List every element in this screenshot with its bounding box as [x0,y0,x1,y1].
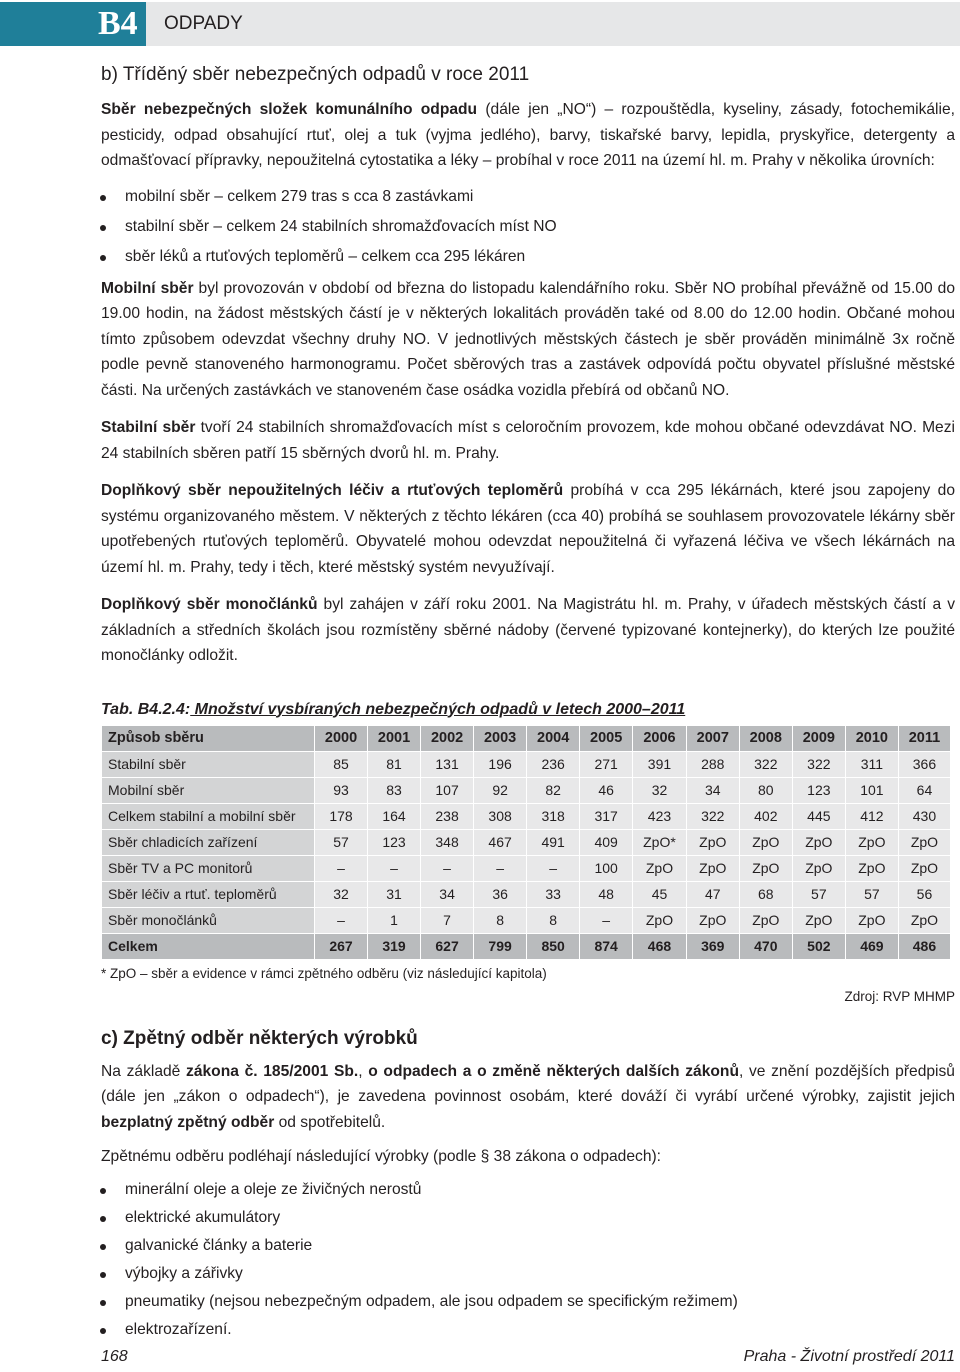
table-cell: – [421,855,474,881]
table-cell: 470 [739,933,792,959]
table-cell: 34 [686,777,739,803]
table-cell: 196 [474,751,527,777]
table-cell: 308 [474,803,527,829]
table-cell: 318 [527,803,580,829]
table-header-cell: 2000 [315,725,368,751]
table-cell: 491 [527,829,580,855]
text-run: probíhá v cca 295 lékárnách, které jsou zapojeny do systému organizovaného městem. V některých z těchto lékáren (cca 40) probíhá se souhlasem provozovatele lékárny sběr upotřebených rtuťových teploměrů. Obyvatelé mohou odevzdat nepoužitelná či vyřazená léčiva ve všech lékárnách na území hl. m. Prahy, tedy i těch, které městský systém nevyužívají. [101,482,955,576]
table-cell: 81 [368,751,421,777]
table-cell: 80 [739,777,792,803]
table-caption-title: Množství vysbíraných nebezpečných odpadů v letech 2000–2011 [190,700,686,718]
table-cell: 36 [474,881,527,907]
table-cell: 469 [845,933,898,959]
table-cell: 317 [580,803,633,829]
table-cell: 502 [792,933,845,959]
table-cell: 322 [792,751,845,777]
table-header-cell: 2002 [421,725,474,751]
table-cell: 348 [421,829,474,855]
table-cell: 468 [633,933,687,959]
table-cell: 1 [368,907,421,933]
table-cell: 423 [633,803,687,829]
table-cell: 874 [580,933,633,959]
table-header-cell: 2003 [474,725,527,751]
table-cell: ZpO [686,829,739,855]
table-cell: – [315,855,368,881]
table-cell: ZpO [739,855,792,881]
table-cell: 64 [898,777,950,803]
bold-text: o odpadech a o změně některých dalších zákonů [368,1062,739,1080]
table-cell: – [527,855,580,881]
table-caption-prefix: Tab. B4.2.4: [101,700,191,718]
chapter-badge: B4 [0,2,146,46]
table-cell: Sběr chladicích zařízení [102,829,315,855]
table-row [102,855,951,881]
page-content [101,62,955,1344]
table-cell: 107 [421,777,474,803]
take-back-products-list [101,1176,955,1344]
table-cell: Celkem stabilní a mobilní sběr [102,803,315,829]
table-cell: ZpO* [633,829,687,855]
text-run: od spotřebitelů. [274,1113,386,1131]
table-cell: 467 [474,829,527,855]
table-row [102,829,951,855]
list-item: galvanické články a baterie [101,1232,955,1260]
bold-text: Doplňkový sběr monočlánků [101,596,318,613]
table-cell: 100 [580,855,633,881]
table-header-cell: 2004 [527,725,580,751]
table-cell: Celkem [102,933,315,959]
table-cell: 92 [474,777,527,803]
mobile-collection-paragraph [101,276,955,404]
section-c-title: c) Zpětný odběr některých výrobků [101,1027,418,1049]
table-cell: 391 [633,751,687,777]
table-cell: ZpO [898,855,950,881]
table-cell: ZpO [792,855,845,881]
medicine-collection-paragraph [101,478,955,580]
text-run: , [358,1062,369,1080]
list-item: mobilní sběr – celkem 279 tras s cca 8 zastávkami [101,182,955,212]
bold-text: Stabilní sběr [101,419,196,436]
table-cell: 319 [368,933,421,959]
table-cell: 366 [898,751,950,777]
list-item: stabilní sběr – celkem 24 stabilních shromažďovacích míst NO [101,212,955,242]
table-cell: Sběr léčiv a rtuť. teploměrů [102,881,315,907]
table-cell: 83 [368,777,421,803]
table-cell: 7 [421,907,474,933]
table-cell: 57 [845,881,898,907]
table-header-cell: 2008 [739,725,792,751]
table-source: Zdroj: RVP MHMP [844,988,955,1004]
table-cell: – [474,855,527,881]
table-cell: 445 [792,803,845,829]
table-cell: 322 [739,751,792,777]
table-cell: 402 [739,803,792,829]
table-cell: ZpO [686,907,739,933]
table-cell: 311 [845,751,898,777]
table-cell: ZpO [898,907,950,933]
table-cell: 412 [845,803,898,829]
table-cell: 85 [315,751,368,777]
table-cell: 57 [315,829,368,855]
text-run: (dále jen „NO“) – rozpouštědla, kyseliny, zásady, fotochemikálie, pesticidy, odpad obsahující rtuť, olej a tuk (vyjma jedlého), barvy, tiskařské barvy, lepidla, pryskyřice, detergenty a odmašťovací přípravky, nepoužitelná cytostatika a léky – probíhal v roce 2011 na území hl. m. Prahy v několika úrovních: [101,101,955,169]
table-cell: Mobilní sběr [102,777,315,803]
table-cell: 369 [686,933,739,959]
list-item: minerální oleje a oleje ze živičných nerostů [101,1176,955,1204]
table-cell: Sběr TV a PC monitorů [102,855,315,881]
table-cell: – [315,907,368,933]
text-run: byl zahájen v září roku 2001. Na Magistrátu hl. m. Prahy, v úřadech městských částí a v základních a středních školách jsou rozmístěny sběrné nádoby (červené typizované kontejnerky), do kterých lze použité monočlánky odložit. [101,596,955,664]
table-cell: 850 [527,933,580,959]
table-cell: 486 [898,933,950,959]
text-run: Na základě [101,1062,187,1080]
table-cell: 31 [368,881,421,907]
table-cell: 33 [527,881,580,907]
table-cell: 34 [421,881,474,907]
section-c-paragraph-2: Zpětnému odběru podléhají následující výrobky (podle § 38 zákona o odpadech): [101,1148,662,1165]
table-cell: 409 [580,829,633,855]
table-cell: ZpO [739,907,792,933]
table-cell: 46 [580,777,633,803]
table-cell: 131 [421,751,474,777]
battery-collection-paragraph [101,592,955,669]
table-cell: ZpO [845,829,898,855]
table-footnote: * ZpO – sběr a evidence v rámci zpětného odběru (viz následující kapitola) [101,965,547,981]
table-cell: 322 [686,803,739,829]
table-cell: 48 [580,881,633,907]
text-run: tvoří 24 stabilních shromažďovacích míst s celoročním provozem, kde mohou občané odevzdávat NO. Mezi 24 stabilních sběren patří 15 sběrných dvorů hl. m. Prahy. [101,419,955,462]
table-cell: 47 [686,881,739,907]
table-cell: 101 [845,777,898,803]
page-header [0,0,960,50]
chapter-title: ODPADY [146,2,960,46]
table-cell: 271 [580,751,633,777]
table-row [102,777,951,803]
table-cell: 56 [898,881,950,907]
table-cell: 178 [315,803,368,829]
table-cell: 32 [633,777,687,803]
table-cell: 57 [792,881,845,907]
table-cell: 288 [686,751,739,777]
list-item: elektrozařízení. [101,1316,955,1344]
table-cell: 8 [527,907,580,933]
table-row [102,803,951,829]
list-item: pneumatiky (nejsou nebezpečným odpadem, ale jsou odpadem se specifickým režimem) [101,1288,955,1316]
table-row [102,881,951,907]
bold-text: Doplňkový sběr nepoužitelných léčiv a rtuťových teploměrů [101,482,564,499]
page-number: 168 [101,1348,128,1365]
table-cell: ZpO [686,855,739,881]
list-item: elektrické akumulátory [101,1204,955,1232]
stable-collection-paragraph [101,415,955,466]
table-cell: 32 [315,881,368,907]
text-run: , ve znění pozdějších předpisů (dále jen „zákon o odpadech“), je zavedena povinnost osobám, které dováží či vyrábí určené výrobky, zajistit jejich [101,1062,955,1105]
table-header-cell: 2007 [686,725,739,751]
list-item: výbojky a zářivky [101,1260,955,1288]
table-cell: ZpO [633,907,687,933]
table-header-cell: 2010 [845,725,898,751]
publication-title: Praha - Životní prostředí 2011 [743,1348,955,1365]
table-cell: 8 [474,907,527,933]
section-c-paragraph-1 [101,1059,955,1136]
table-cell: 68 [739,881,792,907]
table-cell: 627 [421,933,474,959]
table-total-row [102,933,951,959]
table-cell: Sběr monočlánků [102,907,315,933]
list-item: sběr léků a rtuťových teploměrů – celkem cca 295 lékáren [101,242,955,272]
table-cell: Stabilní sběr [102,751,315,777]
bold-text: Mobilní sběr [101,279,194,297]
table-header-cell: 2009 [792,725,845,751]
table-header-cell: 2006 [633,725,687,751]
table-cell: 93 [315,777,368,803]
section-b-title: b) Tříděný sběr nebezpečných odpadů v roce 2011 [101,64,530,85]
table-header-cell: Způsob sběru [102,725,315,751]
bold-text: zákona č. 185/2001 Sb. [186,1062,359,1080]
table-cell: 430 [898,803,950,829]
table-cell: 238 [421,803,474,829]
table-cell: 164 [368,803,421,829]
table-cell: 45 [633,881,687,907]
table-header-cell: 2011 [898,725,950,751]
section-b-intro [101,97,955,174]
table-cell: ZpO [845,907,898,933]
table-cell: 123 [792,777,845,803]
table-cell: 123 [368,829,421,855]
table-header-row [102,725,951,751]
table-header-cell: 2001 [368,725,421,751]
table-row [102,751,951,777]
table-header-cell: 2005 [580,725,633,751]
table-cell: ZpO [898,829,950,855]
table-cell: 799 [474,933,527,959]
table-caption [101,699,955,721]
text-run: byl provozován v období od března do listopadu kalendářního roku. Sběr NO probíhal převážně od 15.00 do 19.00 hodin, na žádost městských částí je v některých lokalitách prováděn také od 8.00 do 12.00 hodin. Občané mohou tímto způsobem odevzdat všechny druhy NO. V jednotlivých městských částech je sběr prováděn minimálně 3x ročně podle pevně stanoveného harmonogramu. Počet sběrových tras a zastávek odpovídá počtu obyvatel příslušné městské části. Na určených zastávkách ve stanoveném čase osádka vozidla přebírá od občanů NO. [101,279,955,399]
table-cell: ZpO [739,829,792,855]
table-cell: ZpO [792,907,845,933]
bold-text: bezplatný zpětný odběr [101,1113,275,1131]
table-cell: 267 [315,933,368,959]
table-row [102,907,951,933]
table-cell: ZpO [845,855,898,881]
bold-text: Sběr nebezpečných složek komunálního odpadu [101,101,478,118]
hazardous-waste-table [101,725,951,960]
collection-levels-list [101,182,955,272]
table-cell: ZpO [633,855,687,881]
table-cell: ZpO [792,829,845,855]
table-cell: – [580,907,633,933]
table-cell: 236 [527,751,580,777]
table-cell: 82 [527,777,580,803]
table-cell: – [368,855,421,881]
